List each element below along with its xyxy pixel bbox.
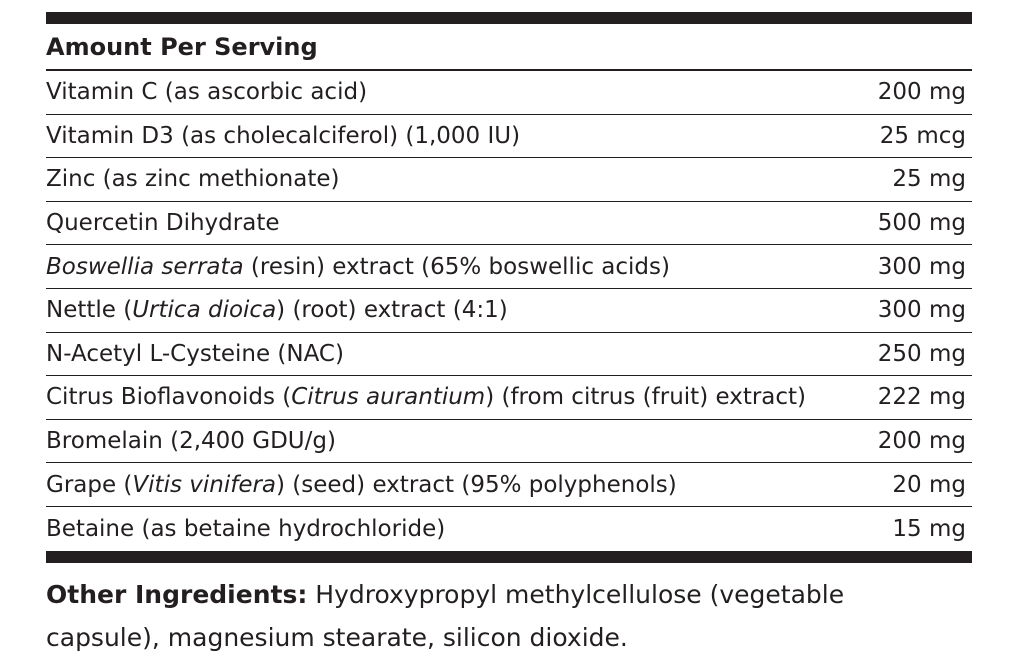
ingredient-row xyxy=(46,71,972,115)
ingredient-amount: 222 mg xyxy=(877,384,966,411)
ingredient-name-text: Vitamin C (as ascorbic acid) xyxy=(46,79,368,106)
ingredient-name xyxy=(46,210,279,236)
ingredient-name-suffix: ) (seed) extract (95% polyphenols) xyxy=(276,471,677,498)
ingredient-row xyxy=(46,507,972,551)
ingredient-name-suffix: ) (from citrus (fruit) extract) xyxy=(485,384,807,411)
ingredient-name xyxy=(46,79,367,105)
ingredient-row xyxy=(46,202,972,246)
ingredient-row xyxy=(46,158,972,202)
ingredient-row xyxy=(46,289,972,333)
ingredient-name xyxy=(46,297,508,323)
ingredient-amount: 25 mcg xyxy=(879,122,966,149)
ingredient-name xyxy=(46,384,806,410)
ingredient-name xyxy=(46,166,339,192)
ingredient-amount: 200 mg xyxy=(877,428,966,455)
ingredient-name-suffix: (resin) extract (65% boswellic acids) xyxy=(243,253,670,280)
ingredient-amount: 500 mg xyxy=(877,210,966,237)
other-ingredients-text: Hydroxypropyl methylcellulose (vegetable capsule), magnesium stearate, silicon dioxide. xyxy=(46,579,845,652)
bottom-rule xyxy=(46,551,972,563)
ingredient-name-text: N-Acetyl L-Cysteine (NAC) xyxy=(46,340,344,367)
ingredient-name-text: Bromelain (2,400 GDU/g) xyxy=(46,428,336,455)
other-ingredients xyxy=(46,573,926,659)
ingredient-amount: 25 mg xyxy=(892,166,966,193)
ingredient-name-suffix: ) (root) extract (4:1) xyxy=(276,297,508,324)
ingredient-botanical-name: Citrus aurantium xyxy=(291,384,486,411)
ingredient-name-text: Quercetin Dihydrate xyxy=(46,210,280,237)
ingredient-row xyxy=(46,333,972,377)
amount-per-serving-header xyxy=(46,24,972,71)
ingredient-row xyxy=(46,420,972,464)
ingredient-name xyxy=(46,428,336,454)
ingredient-name-text: Betaine (as betaine hydrochloride) xyxy=(46,515,446,542)
ingredient-amount: 250 mg xyxy=(877,340,966,367)
header-title: Amount Per Serving xyxy=(46,32,318,61)
ingredient-botanical-name: Boswellia serrata xyxy=(46,253,244,280)
ingredient-botanical-name: Vitis vinifera xyxy=(132,471,277,498)
ingredient-botanical-name: Urtica dioica xyxy=(132,297,277,324)
top-rule xyxy=(46,12,972,24)
ingredient-name xyxy=(46,516,445,542)
ingredient-row xyxy=(46,376,972,420)
ingredient-name-text: Zinc (as zinc methionate) xyxy=(46,166,340,193)
ingredient-name-text: Nettle ( xyxy=(46,297,133,324)
ingredient-name-text: Grape ( xyxy=(46,471,133,498)
ingredient-list xyxy=(46,71,972,551)
ingredient-amount: 300 mg xyxy=(877,253,966,280)
ingredient-name xyxy=(46,254,670,280)
ingredient-amount: 200 mg xyxy=(877,79,966,106)
ingredient-row xyxy=(46,245,972,289)
ingredient-name xyxy=(46,472,677,498)
supplement-facts-panel xyxy=(46,12,972,659)
ingredient-name-text: Citrus Bioflavonoids ( xyxy=(46,384,292,411)
ingredient-name xyxy=(46,341,344,367)
other-ingredients-label: Other Ingredients: xyxy=(46,579,308,609)
ingredient-amount: 15 mg xyxy=(892,515,966,542)
ingredient-amount: 300 mg xyxy=(877,297,966,324)
ingredient-row xyxy=(46,115,972,159)
ingredient-amount: 20 mg xyxy=(892,471,966,498)
ingredient-row xyxy=(46,463,972,507)
ingredient-name-text: Vitamin D3 (as cholecalciferol) (1,000 IU) xyxy=(46,122,521,149)
ingredient-name xyxy=(46,123,520,149)
